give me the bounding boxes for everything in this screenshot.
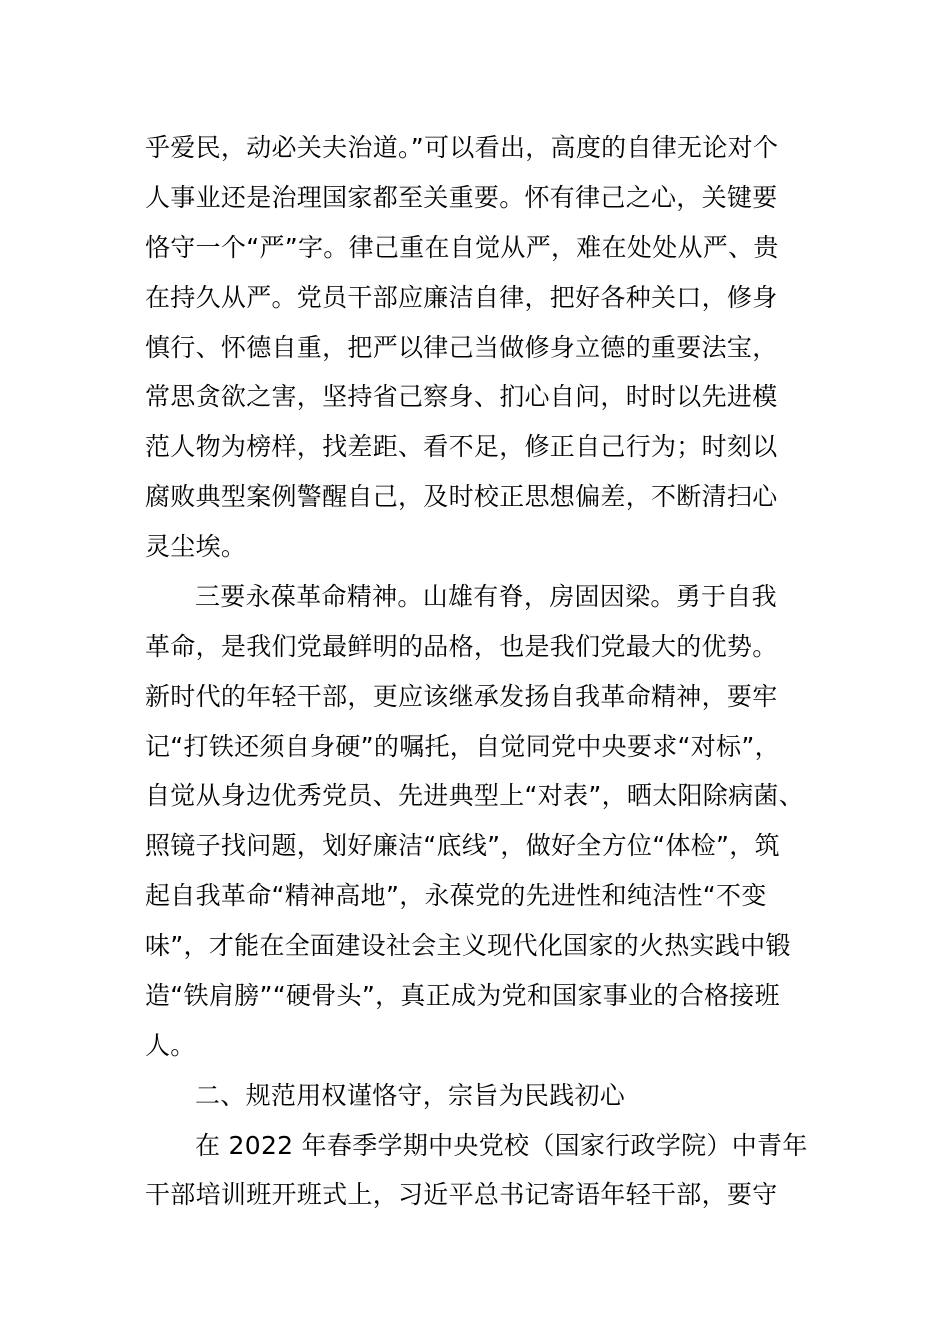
text-line: 腐败典型案例警醒自己，及时校正思想偏差，不断清扫心 — [145, 482, 778, 511]
text-line: 人。 — [145, 1031, 196, 1060]
text-line: 干部培训班开班式上，习近平总书记寄语年轻干部，要守 — [145, 1180, 778, 1209]
section-heading: 二、规范用权谨恪守，宗旨为民践初心 — [195, 1081, 626, 1110]
text-line: 味”，才能在全面建设社会主义现代化国家的火热实践中锻 — [145, 931, 791, 960]
text-line: 常思贪欲之害，坚持省己察身、扪心自问，时时以先进模 — [145, 382, 778, 411]
paragraph-start-line: 在 2022 年春季学期中央党校（国家行政学院）中青年 — [195, 1131, 808, 1160]
text-line: 照镜子找问题，划好廉洁“底线”，做好全方位“体检”，筑 — [145, 831, 780, 860]
text-line: 革命，是我们党最鲜明的品格，也是我们党最大的优势。 — [145, 632, 778, 661]
text-line: 范人物为榜样，找差距、看不足，修正自己行为；时刻以 — [145, 432, 778, 461]
text-line: 慎行、怀德自重，把严以律己当做修身立德的重要法宝， — [145, 333, 778, 362]
text-line: 自觉从身边优秀党员、先进典型上“对表”，晒太阳除病菌、 — [145, 781, 805, 810]
text-line: 起自我革命“精神高地”，永葆党的先进性和纯洁性“不变 — [145, 881, 767, 910]
paragraph-start-line: 三要永葆革命精神。山雄有脊，房固因梁。勇于自我 — [195, 582, 777, 611]
text-line: 灵尘埃。 — [145, 532, 247, 561]
text-line: 在持久从严。党员干部应廉洁自律，把好各种关口，修身 — [145, 283, 778, 312]
text-line: 造“铁肩膀”“硬骨头”，真正成为党和国家事业的合格接班 — [145, 981, 780, 1010]
text-line: 恪守一个“严”字。律己重在自觉从严，难在处处从严、贵 — [145, 233, 779, 262]
text-line: 记“打铁还须自身硬”的嘱托，自觉同党中央要求“对标”， — [145, 732, 780, 761]
text-line: 人事业还是治理国家都至关重要。怀有律己之心，关键要 — [145, 183, 778, 212]
text-line: 新时代的年轻干部，更应该继承发扬自我革命精神，要牢 — [145, 682, 778, 711]
text-line: 乎爱民，动必关夫治道。”可以看出，高度的自律无论对个 — [145, 133, 779, 162]
